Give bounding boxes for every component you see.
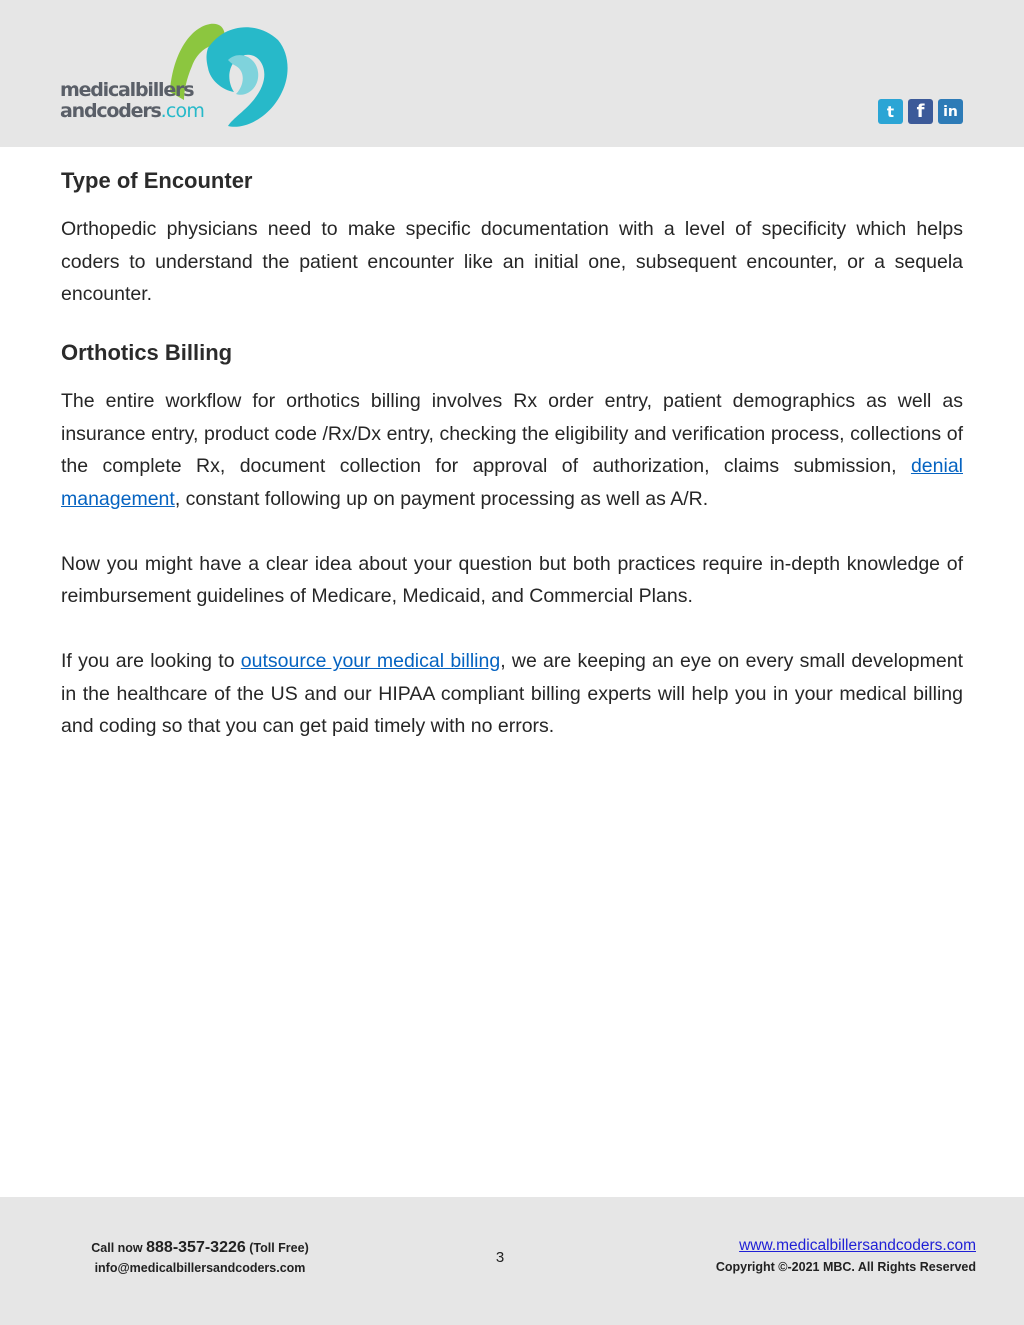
page-content <box>61 168 963 775</box>
section-heading-type-of-encounter: Type of Encounter <box>61 168 253 193</box>
linkedin-icon[interactable]: in <box>938 99 963 124</box>
page-header <box>0 0 1024 147</box>
paragraph-text: The entire workflow for orthotics billing involves Rx order entry, patient demographics as well as insurance entry, product code /Rx/Dx entry, checking the eligibility and verification process, collections of the complete Rx, document collection for approval of authorization, claims submission, <box>61 390 963 478</box>
reimbursement-paragraph: Now you might have a clear idea about your question but both practices require in-depth knowledge of reimbursement guidelines of Medicare, Medicaid, and Commercial Plans. <box>61 552 963 608</box>
section-heading-orthotics-billing: Orthotics Billing <box>61 339 233 365</box>
call-line <box>80 1239 320 1257</box>
logo-text-line1: medicalbillers <box>60 79 194 101</box>
outsource-medical-billing-link[interactable]: outsource your medical billing <box>240 650 501 673</box>
logo-text-andcoders: andcoders <box>60 100 161 122</box>
twitter-icon[interactable]: t <box>878 99 903 124</box>
footer-site-info <box>676 1237 976 1274</box>
facebook-icon[interactable]: f <box>908 99 933 124</box>
copyright-text: Copyright ©-2021 MBC. All Rights Reserved <box>715 1260 976 1274</box>
paragraph-text: If you are looking to <box>61 650 241 673</box>
footer-contact <box>80 1239 320 1275</box>
type-of-encounter-paragraph: Orthopedic physicians need to make specific documentation with a level of specificity which helps coders to understand the patient encounter like an initial one, subsequent encounter, or a sequela encounter. <box>61 218 963 306</box>
logo-text-com: .com <box>160 100 205 122</box>
call-prefix: Call now <box>91 1241 147 1255</box>
company-logo[interactable] <box>58 20 293 132</box>
phone-number[interactable]: 888-357-3226 <box>146 1239 246 1256</box>
website-link[interactable]: www.medicalbillersandcoders.com <box>739 1237 976 1254</box>
logo-text-line2 <box>60 100 204 122</box>
denial-management-link[interactable]: denial management <box>61 455 963 510</box>
page-number: 3 <box>495 1249 505 1266</box>
toll-free-label: (Toll Free) <box>245 1241 309 1255</box>
social-links <box>878 99 963 124</box>
paragraph-text: , constant following up on payment processing as well as A/R. <box>174 487 709 510</box>
page-footer <box>0 1197 1024 1325</box>
outsource-paragraph <box>61 645 963 743</box>
paragraph-text: , we are keeping an eye on every small development in the healthcare of the US and our HIPAA compliant billing experts will help you in your medical billing and coding so that you can get paid timely with no errors. <box>61 650 963 738</box>
orthotics-workflow-paragraph <box>61 385 963 515</box>
footer-email[interactable]: info@medicalbillersandcoders.com <box>94 1261 306 1275</box>
